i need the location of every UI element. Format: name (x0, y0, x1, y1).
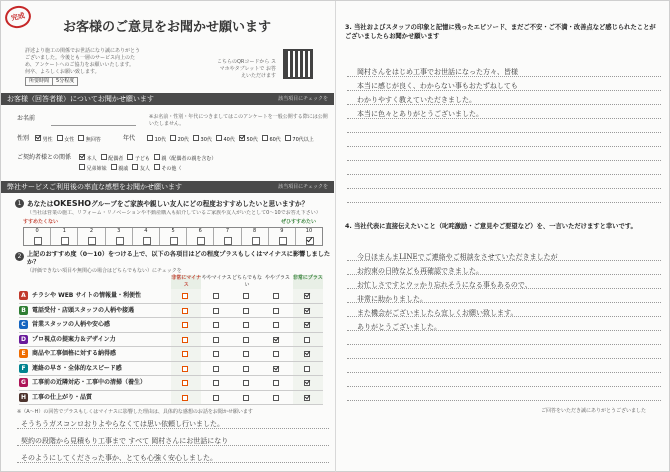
relation-options-2 (79, 164, 181, 173)
time-value: 5分程度 (56, 78, 75, 84)
item-label: 連絡の早さ・全体的なスピード感 (32, 364, 122, 372)
scale-6[interactable]: 6 (187, 228, 214, 245)
left-handwriting-3: そのようにしてくださった事か、とても心強く安心しました。 (21, 454, 217, 462)
q4-handwriting-5: また機会がございましたら宜しくお願い致します。 (357, 309, 518, 317)
rating-checkbox[interactable] (273, 351, 279, 357)
page-fold (335, 1, 336, 472)
rating-checkbox[interactable] (182, 395, 188, 401)
age-20s[interactable]: 20代 (177, 137, 189, 143)
relation-spouse[interactable]: 配偶者 (108, 156, 124, 162)
left-handwriting-2: 契約の段階から見積もり工事まで すべて 岡村さんにお世話になり (21, 437, 229, 445)
rating-row (19, 376, 323, 391)
nps-scale (23, 227, 323, 246)
rating-checkbox[interactable] (213, 293, 219, 299)
check-hint: 該当項目にチェックを (278, 96, 328, 102)
q1-subtext: （当社は営業の施工、リフォーム・リノベーションや不動産購入も紹介しているご家族や友人がいたとして0〜10でお答え下さい） (27, 210, 321, 216)
item-label: 営業スタッフの人柄や安心感 (32, 321, 111, 328)
item-label: 電話受付・店頭スタッフの人柄や接遇 (32, 306, 135, 314)
answer-line (347, 146, 661, 147)
rating-headers (171, 275, 323, 289)
item-letter-badge: B (19, 306, 28, 315)
rating-checkbox[interactable] (304, 395, 310, 401)
answer-line (347, 372, 661, 373)
gender-label: 性別 (17, 135, 30, 142)
rating-header-negative: ややマイナス (201, 275, 232, 281)
scale-2[interactable]: 2 (78, 228, 105, 245)
age-50s[interactable]: 50代 (246, 137, 258, 143)
answer-line (347, 132, 661, 133)
rating-checkbox[interactable] (273, 337, 279, 343)
gender-none[interactable]: 無回答 (85, 137, 101, 143)
q3-handwriting-4: 本当に色々とありがとうございました。 (357, 110, 483, 118)
stamp: 完成 (3, 4, 33, 31)
rating-checkbox[interactable] (243, 395, 249, 401)
age-30s[interactable]: 30代 (200, 137, 212, 143)
rating-checkbox[interactable] (273, 395, 279, 401)
rating-checkbox[interactable] (304, 293, 310, 299)
rating-row (19, 347, 323, 362)
q4-handwriting-1: 今日ほまんまLINEでご連絡やご相談をさせていただきましたが (357, 253, 558, 261)
rating-row (19, 304, 323, 319)
q2-subtext: （評価できない項目や無関心の場合はどちらでもない）にチェックを (27, 268, 182, 274)
rating-checkbox[interactable] (182, 380, 188, 386)
rating-checkbox[interactable] (213, 395, 219, 401)
rating-checkbox[interactable] (273, 366, 279, 372)
scale-7[interactable]: 7 (214, 228, 241, 245)
relation-self[interactable]: 本人 (86, 156, 97, 162)
relation-relative[interactable]: 親戚 (118, 166, 129, 172)
age-40s[interactable]: 40代 (223, 137, 235, 143)
rating-items (19, 289, 323, 405)
qr-note: こちらのQRコードから スマホやタブレットで お答えいただけます (216, 59, 276, 79)
age-60s[interactable]: 60代 (269, 137, 281, 143)
item-letter-badge: D (19, 335, 28, 344)
rating-checkbox[interactable] (304, 308, 310, 314)
qr-code (283, 49, 313, 79)
answer-line (347, 358, 661, 359)
age-note: ※お名前・性別・年代につきましてはこのアンケートを一般公開する際には公開いたしません。 (149, 114, 328, 127)
gender-male[interactable]: 男性 (42, 137, 53, 143)
item-letter-badge: E (19, 349, 28, 358)
customer-section-header: お客様（回答者様）についてお聞かせ願います 該当項目にチェックを (1, 93, 334, 105)
q4-handwriting-2: お約束の日時なども再確認できました。 (357, 267, 483, 275)
answer-line (347, 174, 661, 175)
gender-options (35, 135, 101, 144)
q1-badge: 1 (15, 199, 24, 208)
item-letter-badge: C (19, 320, 28, 329)
answer-line (347, 188, 661, 189)
rating-checkbox[interactable] (304, 322, 310, 328)
rating-row (19, 391, 323, 406)
rating-header-neutral: どちらでもない (232, 275, 262, 288)
q3-heading: 3. 当社およびスタッフの印象と記憶に残ったエピソード、まだご不安・ご不満・改善点など感じられたことがございましたらお聞かせ願います (345, 24, 656, 40)
scale-0[interactable]: 0 (24, 228, 51, 245)
age-options (147, 135, 314, 144)
q3-handwriting-1: 岡村さんをはじめ工事でお世話になった方々、皆様 (357, 68, 518, 76)
time-label: 所要時間 (26, 78, 53, 85)
relation-child[interactable]: 子ども (134, 156, 150, 162)
rating-checkbox[interactable] (243, 337, 249, 343)
answer-line (347, 160, 661, 161)
rating-checkbox[interactable] (243, 380, 249, 386)
relation-label: ご契約者様との関係 (17, 154, 72, 161)
rating-row (19, 333, 323, 348)
rating-row (19, 289, 323, 304)
item-label: チラシや WEB サイトの情報量・利便性 (32, 292, 142, 299)
answer-line (347, 386, 661, 387)
item-letter-badge: A (19, 291, 28, 300)
rating-checkbox[interactable] (213, 308, 219, 314)
scale-low-label: すすめたくない (23, 219, 59, 225)
rating-header-very-negative: 非常にマイナス (171, 275, 202, 288)
rating-checkbox[interactable] (213, 380, 219, 386)
rating-checkbox[interactable] (213, 322, 219, 328)
q3-handwriting-2: 本当に感じが良く、わからない事もおたずねしても (357, 82, 518, 90)
rating-checkbox[interactable] (243, 308, 249, 314)
scale-5[interactable]: 5 (160, 228, 187, 245)
item-label: 工事の仕上がり・品質 (32, 393, 93, 401)
service-section-header: 弊社サービスご利用後の率直な感想をお聞かせ願います 該当項目にチェックを (1, 181, 334, 193)
page-title: お客様のご意見をお聞かせ願います (63, 20, 272, 35)
scale-high-label: ぜひすすめたい (281, 219, 317, 225)
q2-footnote: ※（A〜H）の回答でプラスもしくはマイナスに影響した理由は、具体的な感想のお話をお聞かせ願います (17, 409, 253, 415)
age-10s[interactable]: 10代 (154, 137, 166, 143)
rating-checkbox[interactable] (182, 322, 188, 328)
left-handwriting-1: そうちうガスコンロおりよやらなくては思い依頼し行いました。 (21, 420, 224, 428)
rating-row (19, 362, 323, 377)
q4-handwriting-4: 非常に助かりました。 (357, 295, 427, 303)
intro-text: 詳述より施工の関係でお世話になり誠にありがとう ございました。今後とも一層のサービス向上のた め、アンケートへのご協力をお願いいたします。 何卒、よろしくお願い致します。 (25, 48, 141, 75)
gender-female[interactable]: 女性 (64, 137, 75, 143)
age-label: 年代 (123, 135, 136, 142)
scale-10[interactable]: 10 (296, 228, 322, 245)
item-letter-badge: F (19, 364, 28, 373)
rating-checkbox[interactable] (273, 293, 279, 299)
rating-checkbox[interactable] (213, 351, 219, 357)
age-70s[interactable]: 70代以上 (292, 137, 314, 143)
scale-3[interactable]: 3 (106, 228, 133, 245)
rating-checkbox[interactable] (182, 351, 188, 357)
relation-other[interactable]: その他（ (161, 166, 182, 172)
rating-checkbox[interactable] (182, 337, 188, 343)
q4-heading: 4. 当社代表に直接伝えたいこと（叱咤激励・ご意見やご要望など）を、一言いただけますと幸いです。 (345, 223, 637, 230)
answer-line (347, 344, 661, 345)
rating-checkbox[interactable] (182, 366, 188, 372)
item-label: プロ視点の提案力＆デザイン力 (32, 335, 116, 343)
relation-options (79, 154, 216, 163)
item-label: 工事前の近隣対応・工事中の清掃（養生） (32, 379, 147, 386)
relation-parent[interactable]: 親（配偶者の親を含む） (161, 156, 217, 162)
rating-checkbox[interactable] (273, 308, 279, 314)
rating-checkbox[interactable] (243, 351, 249, 357)
q3-handwriting-3: わかりやすく教えていただきました。 (357, 96, 476, 104)
q4-handwriting-3: お忙しさですとウッかり忘れそうになる事もあるので、 (357, 281, 532, 289)
item-letter-badge: H (20, 393, 27, 401)
name-label: お名前 (17, 115, 36, 122)
q2-badge: 2 (15, 252, 24, 261)
rating-checkbox[interactable] (243, 366, 249, 372)
rating-header-very-positive: 非常にプラス (293, 275, 323, 289)
scale-9[interactable]: 9 (269, 228, 296, 245)
rating-row (19, 318, 323, 333)
time-box (25, 77, 78, 86)
check-hint-2: 該当項目にチェックを (278, 184, 328, 190)
rating-header-positive: ややプラス (264, 275, 290, 281)
rating-checkbox[interactable] (304, 351, 310, 357)
answer-line (347, 202, 661, 203)
q1-question: あなたはOKESHOグループをご家族や親しい友人にどの程度おすすめしたいと思いますか？ (27, 199, 309, 208)
rating-checkbox[interactable] (213, 366, 219, 372)
name-line (51, 125, 136, 126)
rating-checkbox[interactable] (304, 366, 310, 372)
relation-sibling[interactable]: 兄弟姉妹 (86, 166, 107, 172)
item-letter-badge: G (19, 378, 28, 387)
answer-line (347, 400, 661, 401)
rating-checkbox[interactable] (243, 322, 249, 328)
rating-checkbox[interactable] (182, 293, 188, 299)
rating-checkbox[interactable] (273, 322, 279, 328)
relation-friend[interactable]: 友人 (139, 166, 150, 172)
rating-checkbox[interactable] (213, 337, 219, 343)
q2-question: 上記のおすすめ度（0〜10）をつける上で、以下の各項目はどの程度プラスもしくはマイナスに影響しましたか？ (27, 251, 331, 266)
rating-checkbox[interactable] (243, 293, 249, 299)
scale-4[interactable]: 4 (133, 228, 160, 245)
scale-8[interactable]: 8 (242, 228, 269, 245)
item-label: 商品や工事価格に対する納得感 (32, 350, 117, 357)
rating-checkbox[interactable] (304, 380, 310, 386)
thanks-note: ご回答をいただき誠にありがとうございました (541, 408, 647, 414)
rating-checkbox[interactable] (273, 380, 279, 386)
scale-1[interactable]: 1 (51, 228, 78, 245)
rating-checkbox[interactable] (304, 337, 310, 343)
rating-checkbox[interactable] (182, 308, 188, 314)
q4-handwriting-6: ありがとうございました。 (357, 323, 441, 331)
